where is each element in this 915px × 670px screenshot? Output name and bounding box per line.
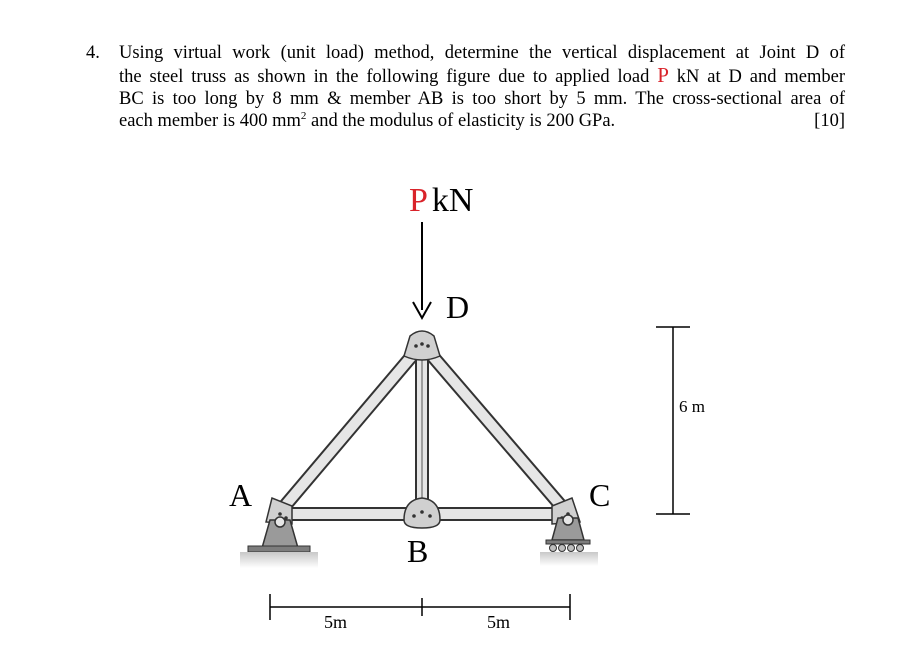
gusset-b	[404, 498, 440, 528]
load-symbol-inline: P	[657, 63, 669, 87]
question-line-4-end: and the modulus of elasticity is 200 GPa.	[306, 111, 616, 131]
marks: [10]	[814, 111, 845, 131]
height-label: 6 m	[679, 397, 705, 416]
question-line-1: Using virtual work (unit load) method, determine the vertical displacement at Joint D of	[119, 43, 845, 63]
superscript-2: 2	[300, 109, 307, 122]
load-symbol: P	[409, 182, 428, 219]
height-dimension	[656, 327, 712, 514]
roller-support-c	[540, 515, 598, 566]
question-line-4-start: each member is 400 mm	[119, 111, 301, 131]
question-line-2-start: the steel truss as shown in the following figure due to applied load	[119, 67, 658, 87]
joint-b-label: B	[407, 533, 429, 569]
joint-a-label: A	[229, 477, 253, 513]
pin-support-a	[240, 517, 318, 568]
question-line-3: BC is too long by 8 mm & member AB is too short by 5 mm. The cross-sectional area of	[119, 89, 845, 109]
question-line-2-end: kN at D and member	[668, 67, 845, 87]
joint-c-label: C	[589, 477, 611, 513]
span-right-label: 5m	[487, 612, 511, 632]
joint-d-label: D	[446, 289, 470, 325]
question-number: 4.	[86, 43, 100, 63]
truss-members	[278, 344, 568, 514]
span-left-label: 5m	[324, 612, 348, 632]
load-label	[409, 182, 473, 219]
span-dimension	[270, 594, 570, 620]
load-unit: kN	[431, 182, 474, 219]
load-arrow	[413, 222, 431, 318]
gusset-d	[404, 331, 440, 360]
